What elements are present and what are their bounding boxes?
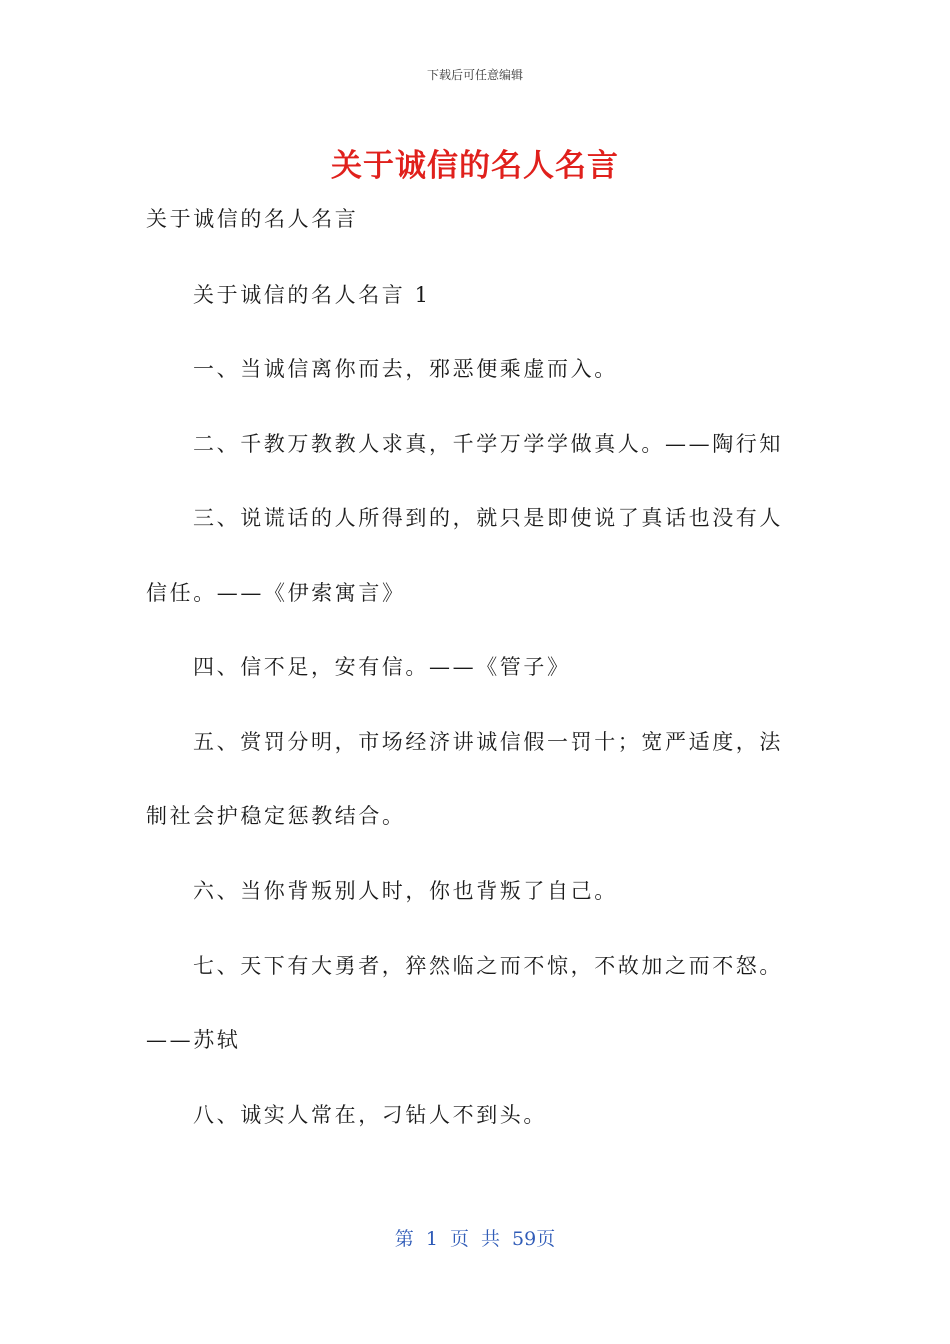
quote-line: 二、千教万教教人求真，千学万学学做真人。——陶行知 <box>193 432 783 456</box>
quote-line: 五、赏罚分明，市场经济讲诚信假一罚十；宽严适度，法 <box>193 730 783 754</box>
quote-line-continued: ——苏轼 <box>146 1028 241 1052</box>
document-title: 关于诚信的名人名言 <box>331 148 619 184</box>
page-number-footer: 第 1 页 共 59页 <box>394 1228 556 1250</box>
quote-line: 三、说谎话的人所得到的，就只是即使说了真话也没有人 <box>193 506 783 530</box>
section-heading: 关于诚信的名人名言 1 <box>193 283 431 307</box>
quote-line-continued: 信任。——《伊索寓言》 <box>146 581 406 605</box>
quote-line-continued: 制社会护稳定惩教结合。 <box>146 804 406 828</box>
quote-line: 四、信不足，安有信。——《管子》 <box>193 655 571 679</box>
quote-line: 六、当你背叛别人时，你也背叛了自己。 <box>193 879 618 903</box>
body-heading: 关于诚信的名人名言 <box>146 207 359 231</box>
quote-line: 一、当诚信离你而去，邪恶便乘虚而入。 <box>193 357 618 381</box>
quote-line: 七、天下有大勇者，猝然临之而不惊，不故加之而不怒。 <box>193 954 783 978</box>
quote-line: 八、诚实人常在，刁钻人不到头。 <box>193 1103 547 1127</box>
header-note: 下载后可任意编辑 <box>426 68 523 82</box>
